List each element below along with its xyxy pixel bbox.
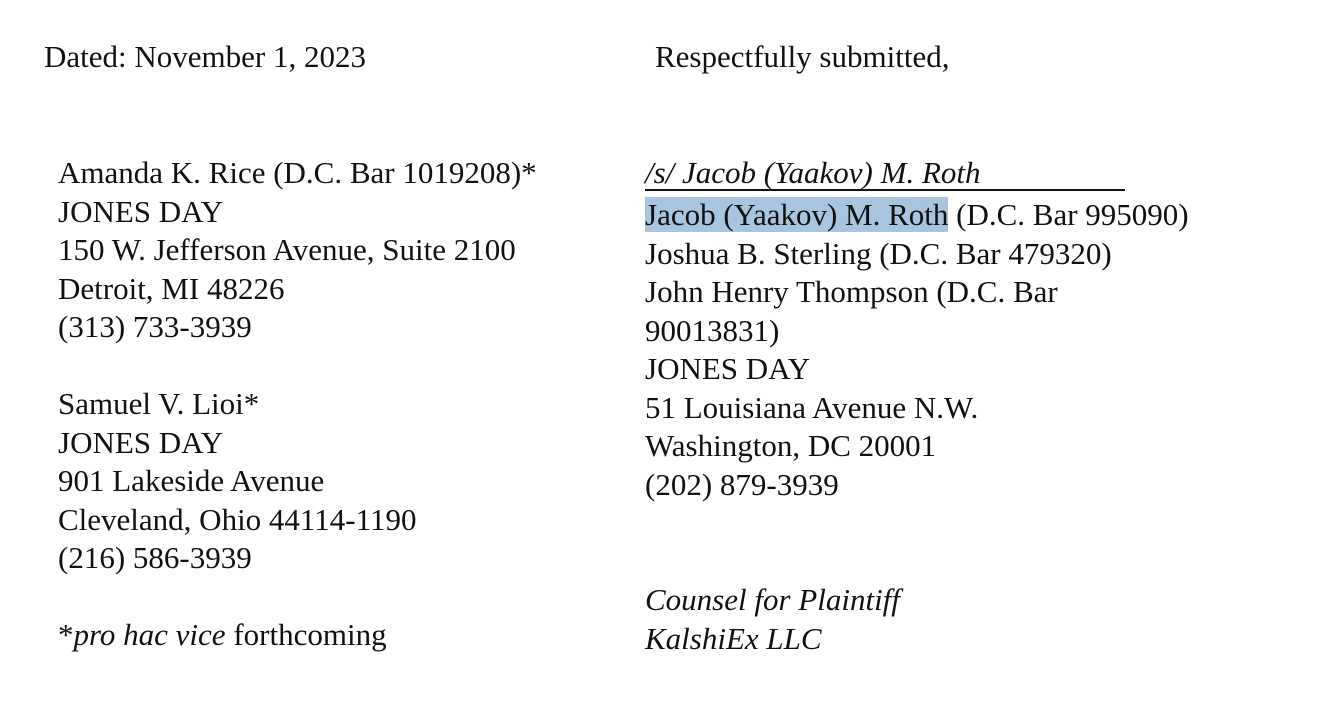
counsel-for-label: Counsel for Plaintiff bbox=[645, 582, 900, 617]
closing-line: Respectfully submitted, bbox=[655, 39, 950, 74]
spacer bbox=[58, 347, 537, 386]
counsel-city: Cleveland, Ohio 44114-1190 bbox=[58, 501, 417, 537]
counsel-firm: JONES DAY bbox=[645, 351, 811, 386]
counsel-city: Detroit, MI 48226 bbox=[58, 270, 285, 306]
counsel-firm: JONES DAY bbox=[58, 193, 224, 229]
counsel-street: 901 Lakeside Avenue bbox=[58, 463, 325, 498]
spacer bbox=[645, 504, 1189, 581]
lead-counsel-bar[interactable]: (D.C. Bar 995090) bbox=[948, 197, 1189, 232]
counsel-name: Amanda K. Rice (D.C. Bar 1019208)* bbox=[58, 155, 537, 190]
footnote-marker: * bbox=[58, 617, 74, 652]
counsel-phone: (313) 733-3939 bbox=[58, 309, 252, 344]
counsel-name: Joshua B. Sterling (D.C. Bar 479320) bbox=[645, 235, 1112, 271]
spacer bbox=[58, 578, 537, 617]
footnote-text: forthcoming bbox=[225, 617, 387, 652]
footnote-italic-text: pro hac vice bbox=[73, 617, 226, 652]
counsel-name: John Henry Thompson (D.C. Bar bbox=[645, 274, 1058, 309]
counsel-city: Washington, DC 20001 bbox=[645, 428, 937, 463]
selected-text[interactable]: Jacob (Yaakov) M. Roth bbox=[645, 197, 949, 232]
counsel-name: Samuel V. Lioi* bbox=[58, 386, 260, 421]
client-name: KalshiEx LLC bbox=[645, 620, 822, 656]
footnote bbox=[58, 616, 537, 655]
counsel-firm: JONES DAY bbox=[58, 424, 224, 460]
left-counsel-block bbox=[58, 154, 537, 655]
dated-line: Dated: November 1, 2023 bbox=[44, 39, 366, 74]
counsel-phone: (216) 586-3939 bbox=[58, 540, 252, 575]
counsel-name-continued: 90013831) bbox=[645, 312, 780, 348]
counsel-street: 150 W. Jefferson Avenue, Suite 2100 bbox=[58, 232, 516, 267]
counsel-street: 51 Louisiana Avenue N.W. bbox=[645, 389, 979, 425]
signature-line[interactable]: /s/ Jacob (Yaakov) M. Roth bbox=[645, 158, 1125, 191]
right-counsel-block bbox=[645, 154, 1189, 658]
counsel-phone: (202) 879-3939 bbox=[645, 466, 839, 502]
lead-counsel-line[interactable] bbox=[645, 196, 1189, 235]
